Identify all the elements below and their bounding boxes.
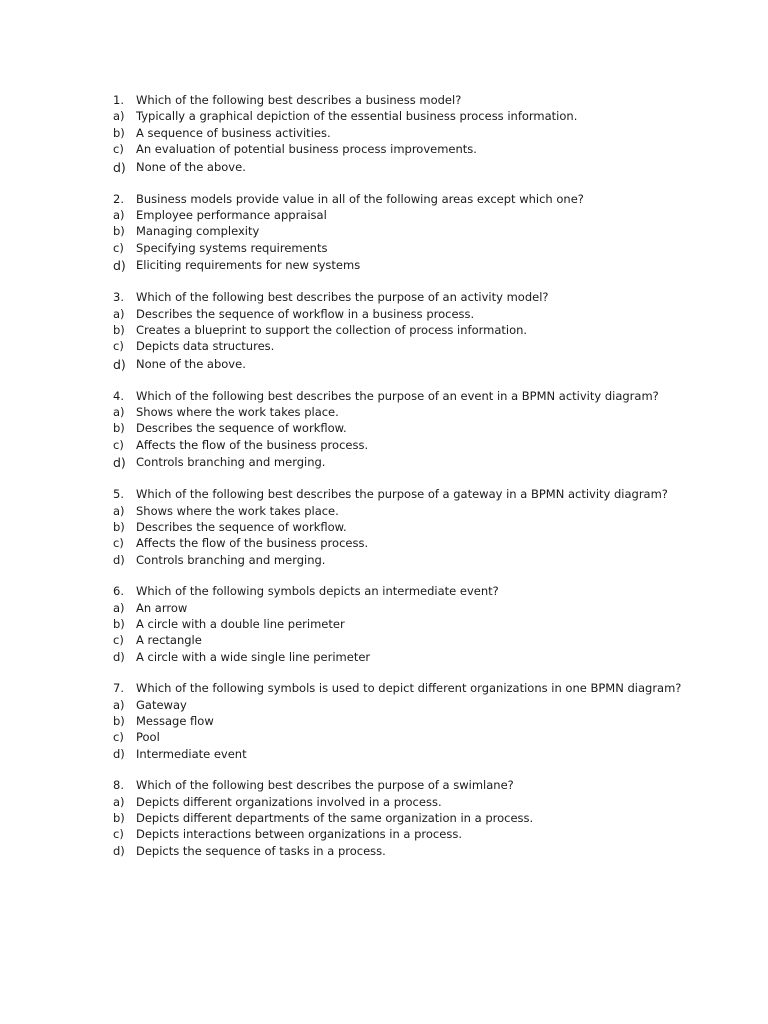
option-letter: c) xyxy=(113,827,124,842)
option-text: Controls branching and merging. xyxy=(136,455,326,470)
question-text: Which of the following best describes a business model? xyxy=(136,93,462,107)
option-letter: d) xyxy=(113,552,125,567)
quiz-list xyxy=(113,92,713,874)
question-1 xyxy=(113,92,713,176)
question-text: Which of the following symbols depicts an intermediate event? xyxy=(136,584,499,599)
question-stem xyxy=(113,680,713,696)
option-text: None of the above. xyxy=(136,356,246,371)
option-d xyxy=(113,355,713,373)
option-text: Creates a blueprint to support the collection of process information. xyxy=(136,322,528,337)
option-c xyxy=(113,437,713,453)
option-letter: c) xyxy=(113,633,124,648)
option-text: Depicts interactions between organizations in a process. xyxy=(136,827,462,842)
option-letter: c) xyxy=(113,339,124,354)
option-a xyxy=(113,108,713,124)
option-a xyxy=(113,697,713,713)
option-text: Typically a graphical depiction of the essential business process information. xyxy=(136,109,578,124)
question-number: 7. xyxy=(113,681,124,696)
option-text: Describes the sequence of workflow. xyxy=(136,421,347,436)
option-text: Shows where the work takes place. xyxy=(136,503,339,518)
option-b xyxy=(113,322,713,338)
option-text: Affects the flow of the business process. xyxy=(136,536,369,551)
question-text: Which of the following best describes the purpose of an event in a BPMN activity diagram? xyxy=(136,388,659,403)
option-letter: a) xyxy=(113,405,125,420)
option-letter: b) xyxy=(113,810,125,825)
question-2 xyxy=(113,191,713,275)
option-d xyxy=(113,158,713,176)
option-d xyxy=(113,746,713,762)
option-d xyxy=(113,453,713,471)
option-letter: b) xyxy=(113,125,125,140)
option-c xyxy=(113,826,713,842)
option-b xyxy=(113,420,713,436)
question-text: Which of the following best describes the purpose of a swimlane? xyxy=(136,778,514,793)
option-text: An arrow xyxy=(136,600,188,615)
option-text: An evaluation of potential business process improvements. xyxy=(136,142,477,157)
option-text: A circle with a double line perimeter xyxy=(136,616,345,631)
option-a xyxy=(113,306,713,322)
question-number: 5. xyxy=(113,487,124,502)
option-text: Specifying systems requirements xyxy=(136,240,328,255)
option-d xyxy=(113,552,713,568)
option-letter: d) xyxy=(113,843,125,858)
option-letter: d) xyxy=(113,455,126,471)
option-text: Describes the sequence of workflow. xyxy=(136,520,347,535)
question-7 xyxy=(113,680,713,762)
option-c xyxy=(113,729,713,745)
question-number: 2. xyxy=(113,191,124,206)
question-text: Business models provide value in all of the following areas except which one? xyxy=(136,191,584,206)
question-8 xyxy=(113,777,713,859)
option-a xyxy=(113,600,713,616)
question-number: 4. xyxy=(113,388,124,403)
option-letter: b) xyxy=(113,520,125,535)
question-stem xyxy=(113,777,713,793)
option-text: A rectangle xyxy=(136,633,202,648)
option-letter: c) xyxy=(113,730,124,745)
option-letter: d) xyxy=(113,746,125,761)
option-a xyxy=(113,207,713,223)
option-letter: d) xyxy=(113,649,125,664)
option-text: Message flow xyxy=(136,713,214,728)
option-c xyxy=(113,240,713,256)
option-letter: b) xyxy=(113,421,125,436)
option-letter: a) xyxy=(113,600,125,615)
question-stem xyxy=(113,289,713,305)
option-letter: b) xyxy=(113,616,125,631)
question-stem xyxy=(113,583,713,599)
question-3 xyxy=(113,289,713,373)
option-a xyxy=(113,404,713,420)
option-b xyxy=(113,616,713,632)
option-text: Eliciting requirements for new systems xyxy=(136,258,361,273)
option-letter: b) xyxy=(113,322,125,337)
option-letter: a) xyxy=(113,697,125,712)
option-letter: a) xyxy=(113,207,125,222)
option-letter: a) xyxy=(113,503,125,518)
option-d xyxy=(113,649,713,665)
option-a xyxy=(113,503,713,519)
option-c xyxy=(113,632,713,648)
question-number: 1. xyxy=(113,93,124,107)
option-letter: a) xyxy=(113,109,125,124)
option-text: None of the above. xyxy=(136,159,246,174)
option-b xyxy=(113,223,713,239)
option-c xyxy=(113,141,713,157)
question-stem xyxy=(113,486,713,502)
question-5 xyxy=(113,486,713,568)
option-d xyxy=(113,256,713,274)
option-text: Shows where the work takes place. xyxy=(136,405,339,420)
option-letter: a) xyxy=(113,794,125,809)
option-a xyxy=(113,794,713,810)
option-letter: b) xyxy=(113,224,125,239)
option-text: A sequence of business activities. xyxy=(136,125,331,140)
option-letter: a) xyxy=(113,306,125,321)
option-c xyxy=(113,338,713,354)
option-c xyxy=(113,535,713,551)
option-letter: c) xyxy=(113,437,124,452)
question-stem xyxy=(113,388,713,404)
option-text: Affects the flow of the business process. xyxy=(136,437,369,452)
option-text: Managing complexity xyxy=(136,224,260,239)
option-letter: c) xyxy=(113,536,124,551)
option-text: Intermediate event xyxy=(136,746,247,761)
option-text: A circle with a wide single line perimeter xyxy=(136,649,371,664)
option-letter: c) xyxy=(113,240,124,255)
question-stem xyxy=(113,191,713,207)
question-text: Which of the following symbols is used to depict different organizations in one BPMN diagram? xyxy=(136,681,682,696)
question-6 xyxy=(113,583,713,665)
question-number: 3. xyxy=(113,290,124,305)
option-letter: b) xyxy=(113,713,125,728)
question-stem xyxy=(113,92,713,108)
option-letter: c) xyxy=(113,142,124,157)
question-4 xyxy=(113,388,713,472)
option-b xyxy=(113,125,713,141)
option-letter: d) xyxy=(113,258,126,274)
option-text: Gateway xyxy=(136,697,187,712)
option-b xyxy=(113,713,713,729)
option-text: Pool xyxy=(136,730,160,745)
question-text: Which of the following best describes the purpose of a gateway in a BPMN activity diagram? xyxy=(136,487,668,502)
option-text: Depicts data structures. xyxy=(136,339,275,354)
question-number: 6. xyxy=(113,584,124,599)
question-text: Which of the following best describes the purpose of an activity model? xyxy=(136,290,549,305)
option-b xyxy=(113,810,713,826)
option-text: Describes the sequence of workflow in a business process. xyxy=(136,306,475,321)
option-text: Employee performance appraisal xyxy=(136,207,327,222)
option-b xyxy=(113,519,713,535)
option-text: Depicts different departments of the same organization in a process. xyxy=(136,810,534,825)
option-letter: d) xyxy=(113,159,126,175)
option-letter: d) xyxy=(113,356,126,372)
option-text: Depicts the sequence of tasks in a process. xyxy=(136,843,386,858)
option-text: Controls branching and merging. xyxy=(136,552,326,567)
option-text: Depicts different organizations involved in a process. xyxy=(136,794,442,809)
option-d xyxy=(113,843,713,859)
question-number: 8. xyxy=(113,778,124,793)
